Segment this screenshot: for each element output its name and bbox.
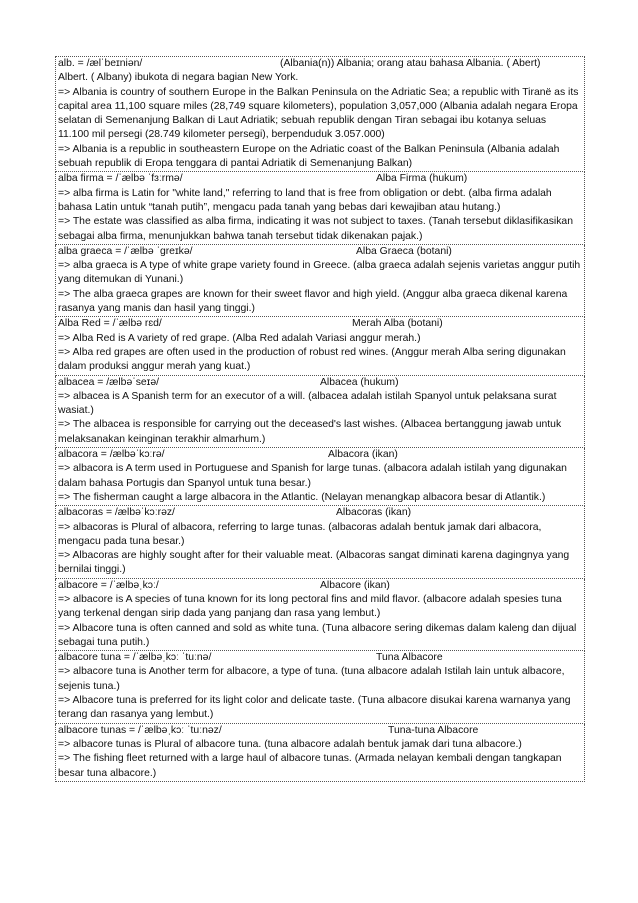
entry-line: => The albacea is responsible for carrying out the deceased's last wishes. (Albacea bertanggung jawab untuk melaksanakan keinginan terakhir almarhum.) xyxy=(58,419,562,445)
entry-gloss: Tuna Albacore xyxy=(376,652,443,664)
entry-term: albacore tunas = /ˈælbəˌkɔː ˈtuːnəz/ xyxy=(58,724,222,736)
entry-term: alb. = /ælˈbeɪniən/ xyxy=(58,58,143,69)
entry-line: => Albacore tuna is often canned and sold as white tuna. (Tuna albacore sering dikemas dalam kaleng dan dijual sebagai tuna putih.) xyxy=(58,622,577,648)
entry-gloss: Alba Firma (hukum) xyxy=(376,173,468,185)
entry-head xyxy=(58,317,582,331)
entry-term: alba graeca = /ˈælbə ˈɡreɪkə/ xyxy=(58,245,193,257)
entry-head xyxy=(58,579,582,593)
entry-head xyxy=(58,506,582,520)
entry-line: 11.100 mil persegi (28.749 kilometer persegi), berpenduduk 3.057.000) xyxy=(58,129,385,141)
entry-alba-graeca xyxy=(55,245,585,317)
entry-term: albacoras = /ælbəˈkɔːrəz/ xyxy=(58,507,175,519)
entry-line: => albacore is A species of tuna known for its long pectoral fins and mild flavor. (albacore adalah spesies tuna yang terkenal dengan sirip dada yang panjang dan rasa yang lembut.) xyxy=(58,593,562,620)
entry-gloss: Albacora (ikan) xyxy=(328,449,398,461)
entry-line: => The estate was classified as alba firma, indicating it was not subject to taxes. (Tanah tersebut diklasifikasikan sebagai alba firma, menunjukkan bahwa tanah tersebut tidak dikenakan pajak.) xyxy=(58,216,573,242)
entry-albacore-tunas xyxy=(55,724,585,782)
entry-line: => Albania is country of southern Europe in the Balkan Peninsula on the Adriatic Sea; a republic with Tiranë as its capital area 11,100 square miles (28,749 square kilometers), population 3,057,000 (Albania adalah negara Eropa selatan di Semenanjung Balkan di Laut Adriatik; sebuah republik dengan Tiran sebagai ibu kotanya seluas xyxy=(58,86,579,127)
entry-line: => The fishing fleet returned with a large haul of albacore tunas. (Armada nelayan kembali dengan tangkapan besar tuna albacore.) xyxy=(58,753,562,779)
entry-line: => alba firma is Latin for "white land," referring to land that is free from obligation or debt. (alba firma adalah bahasa Latin untuk “tanah putih”, mengacu pada tanah yang bebas dari kewajiban atau hutang.) xyxy=(58,187,552,213)
entry-line: => Alba red grapes are often used in the production of robust red wines. (Anggur merah Alba sering digunakan dalam produksi anggur merah yang kuat.) xyxy=(58,346,566,373)
entry-line: => Albania is a republic in southeastern Europe on the Adriatic coast of the Balkan Peninsula (Albania adalah sebuah republik di Eropa tenggara di pantai Adriatik di Semenanjung Balkan) xyxy=(58,143,560,170)
entry-gloss: Tuna-tuna Albacore xyxy=(388,724,479,736)
entry-head xyxy=(58,57,582,71)
entry-term: albacora = /ælbəˈkɔːrə/ xyxy=(58,449,165,461)
entry-term: albacea = /ælbəˈseɪə/ xyxy=(58,376,160,388)
entry-alb xyxy=(55,56,585,172)
entry-line: => Alba Red is A variety of red grape. (Alba Red adalah Variasi anggur merah.) xyxy=(58,332,421,344)
entry-term: Alba Red = /ˈælbə rɛd/ xyxy=(58,318,162,330)
entry-line: => albacoras is Plural of albacora, referring to large tunas. (albacoras adalah bentuk jamak dari albacora, mengacu pada tuna besar.) xyxy=(58,521,542,547)
entry-line: => Albacoras are highly sought after for their valuable meat. (Albacoras sangat diminati karena dagingnya yang bernilai tinggi.) xyxy=(58,550,570,576)
entry-albacore-tuna xyxy=(55,651,585,723)
entry-gloss: Merah Alba (botani) xyxy=(352,318,443,330)
entry-term: alba firma = /ˈælbə ˈfɜːrmə/ xyxy=(58,173,183,185)
entry-albacora xyxy=(55,448,585,506)
entry-head xyxy=(58,724,582,738)
entry-albacoras xyxy=(55,506,585,578)
entry-head xyxy=(58,376,582,390)
entry-line: => Albacore tuna is preferred for its light color and delicate taste. (Tuna albacore disukai karena warnanya yang terang dan rasanya yang lembut.) xyxy=(58,695,571,721)
entry-line: => albacora is A term used in Portuguese and Spanish for large tunas. (albacora adalah istilah yang digunakan dalam bahasa Portugis dan Spanyol untuk tuna besar.) xyxy=(58,463,567,489)
entry-line: => The fisherman caught a large albacora in the Atlantic. (Nelayan menangkap albacora besar di Atlantik.) xyxy=(58,491,546,503)
entry-head xyxy=(58,448,582,462)
entry-term: albacore = /ˈælbəˌkɔː/ xyxy=(58,579,159,591)
entry-line: => alba graeca is A type of white grape variety found in Greece. (alba graeca adalah sejenis varietas anggur putih yang ditemukan di Yunani.) xyxy=(58,260,581,286)
entry-line: Albert. ( Albany) ibukota di negara bagian New York. xyxy=(58,72,299,84)
entry-head xyxy=(58,651,582,665)
entry-gloss: Albacore (ikan) xyxy=(320,579,390,591)
entry-albacea xyxy=(55,376,585,448)
entry-albacore xyxy=(55,579,585,651)
entry-gloss: Albacea (hukum) xyxy=(320,376,399,388)
entry-head xyxy=(58,245,582,259)
entry-gloss: (Albania(n)) Albania; orang atau bahasa Albania. ( Abert) xyxy=(280,58,541,69)
entry-gloss: Albacoras (ikan) xyxy=(336,507,412,519)
entry-line: => albacore tuna is Another term for albacore, a type of tuna. (tuna albacore adalah Istilah lain untuk albacore, sejenis tuna.) xyxy=(58,666,565,692)
entry-gloss: Alba Graeca (botani) xyxy=(356,245,452,257)
dictionary-page xyxy=(55,56,585,782)
entry-line: => The alba graeca grapes are known for their sweet flavor and high yield. (Anggur alba graeca dikenal karena rasanya yang manis dan hasil yang tinggi.) xyxy=(58,288,568,315)
entry-head xyxy=(58,172,582,186)
entry-alba-firma xyxy=(55,172,585,244)
entry-line: => albacore tunas is Plural of albacore tuna. (tuna albacore adalah bentuk jamak dari tuna albacore.) xyxy=(58,738,522,750)
entry-alba-red xyxy=(55,317,585,375)
entry-term: albacore tuna = /ˈælbəˌkɔː ˈtuːnə/ xyxy=(58,652,212,664)
entry-line: => albacea is A Spanish term for an executor of a will. (albacea adalah istilah Spanyol untuk pelaksana surat wasiat.) xyxy=(58,390,557,417)
